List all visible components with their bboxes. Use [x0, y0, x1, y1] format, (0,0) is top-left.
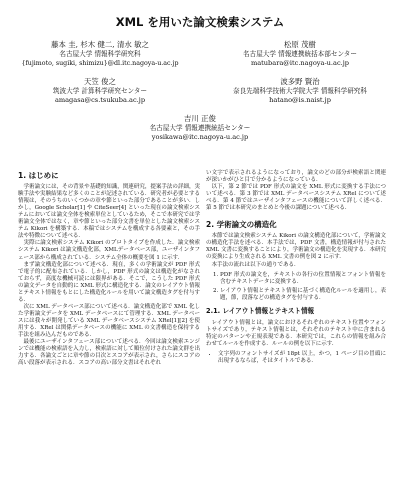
- body-paragraph: 実際に論文検索システム Kikori のプロトタイプを作成した．論文検索システム Kikori は論文構造化部，XMLデータベース部，ユーザインタフェース部から構成されている．システム全体の概要を図 1 に示す．: [18, 240, 200, 261]
- author-email: yosikawa@itc.nagoya-u.ac.jp: [151, 133, 249, 142]
- section-heading-introduction: 1. はじめに: [18, 171, 59, 180]
- body-paragraph: まず論文構造化部について述べる．現在，多くの学術論文が PDF 形式で電子的に配布されている．しかし，PDF 形式の論文は構造化がなされておらず，高度な機械可読には限界がある．そこで，こうした PDF 形式の論文データを自動的に XML 形式に構造化する．論文のレイアウト情報とテキスト情報をもとにした構造化ルールを用いて論文構造タグを付与する．: [18, 261, 200, 303]
- author-block-5: [100, 114, 300, 143]
- author-block-1: [0, 40, 200, 69]
- author-block-4: [200, 77, 400, 106]
- section-heading-structuring: 2. 学術論文の構造化: [206, 220, 277, 230]
- body-paragraph: 学術論文には，その背景や基礎的知識，関連研究，提案手法の詳細，実験手法や実験結果など多くのことが記述されている．研究者が必要とする情報は，そのうちのいくつかの章や節といった部分であることが多い．しかし，Google Scholar[1] や CiteSeer[4] といった現在の論文検索システムにおいては論文全体を検索単位としているため，そこで本研究では学術論文全体ではなく，章や節といった部分文書を単位とした論文検索システム Kikori を構築する．本稿ではシステムを構成する各要素と，その手法や特徴について述べる．: [18, 184, 200, 240]
- author-affiliation: 名古屋大学 情報連携統括本部センター: [243, 49, 357, 58]
- author-names: 藤本 圭, 杉木 健二, 清水 敏之: [51, 40, 149, 49]
- author-email: {fujimoto, sugiki, shimizu}@dl.itc.nagoya-u.ac.jp: [21, 60, 179, 68]
- author-affiliation: 筑波大学 計算科学研究センター: [52, 86, 148, 95]
- right-column: [206, 170, 386, 365]
- author-email: amagasa@cs.tsukuba.ac.jp: [54, 96, 146, 105]
- left-column: [18, 170, 200, 367]
- author-email: matubara@itc.nagoya-u.ac.jp: [250, 59, 350, 68]
- author-names: 吉川 正俊: [184, 114, 216, 123]
- paper-title: XML を用いた論文検索システム: [115, 15, 285, 29]
- subsection-heading: 2.1. レイアウト情報とテキスト情報: [206, 306, 315, 315]
- body-paragraph: 最後にユーザインタフェース部について述べる．今回は論文検索エンジンでは機能の検索語を入力し，検索語に対して順位付けされた論文群を出力する．各論文ごとに章や節の目次とスコアが表示され，さらにスコアの高い段落が表示される．スコアの高い部分文書はそれぞれ: [18, 339, 200, 367]
- author-affiliation: 奈良先端科学技術大学院大学 情報科学研究科: [233, 86, 367, 95]
- author-names: 波多野 賢治: [280, 77, 320, 86]
- list-item: 1. PDF 形式の論文を，テキストの各行の位置情報とフォント情報を含むテキストデータに変換する．: [220, 272, 386, 286]
- body-paragraph: 本節では論文検索システム Kikori の論文構造化部について，学術論文の構造化手法を述べる．本手法では，PDF 文書，構造情報が付与された XML 文書に変換することにより，学術論文の構造化を実現する．本研究の変換により生成される XML 文書の例を図 2 に示す．: [206, 233, 386, 261]
- author-names: 松原 茂樹: [284, 40, 316, 49]
- body-paragraph: レイアウト情報とは，論文におけるそれぞれのテキスト位置やフォントサイズであり，テキスト情報とは，それぞれのテキスト中に含まれる特定のパターンや正規表現である．本研究では，これらの情報を組み合わせてルールを作成する．ルールの例を以下に示す．: [206, 319, 386, 347]
- body-paragraph: 以下，第 2 節では PDF 形式の論文を XML 形式に変換する手法について述べる．第 3 節では XML データベースシステム XRel について述べる．第 4 節ではユーザインタフェースの機能について詳しく述べる．第 5 節では本研究のまとめと今後の課題について述べる．: [206, 184, 386, 212]
- author-block-3: [0, 77, 200, 106]
- procedure-steps-list: [206, 272, 386, 302]
- rule-example-list: [206, 351, 386, 365]
- author-affiliation: 名古屋大学 情報科学研究科: [59, 49, 141, 58]
- author-email: hatano@is.naist.jp: [269, 96, 331, 105]
- author-affiliation: 名古屋大学 情報連携統括センター: [149, 123, 251, 132]
- body-paragraph: い文字で表示されるようになっており，論文のどの部分が検索語と関連が深いかがひと目で分かるようになっている．: [206, 170, 386, 184]
- list-item: 2. レイアウト情報とテキスト情報に基づく構造化ルールを適用し，表題，節，段落などの構造タグを付与する．: [220, 288, 386, 302]
- list-item: • 文字列のフォントサイズが 18pt 以上，かつ，1 ページ目の冒頭に出現するならば，そはタイトルである．: [218, 351, 386, 365]
- body-paragraph: 本手法の流れは以下の通りである．: [211, 261, 300, 268]
- author-names: 天笠 俊之: [84, 77, 116, 86]
- body-paragraph: 次に XML データベース部について述べる．論文構造化部で XML 化した学術論文データを XML データベースにて管理する．XML データベースには我々が開発している XML データベースシステム XRel[1][2] を使用する．XRel は関係データベースの機能に XML の文書構造を保持する手法を組み込んだものである．: [18, 303, 200, 339]
- author-block-2: [200, 40, 400, 69]
